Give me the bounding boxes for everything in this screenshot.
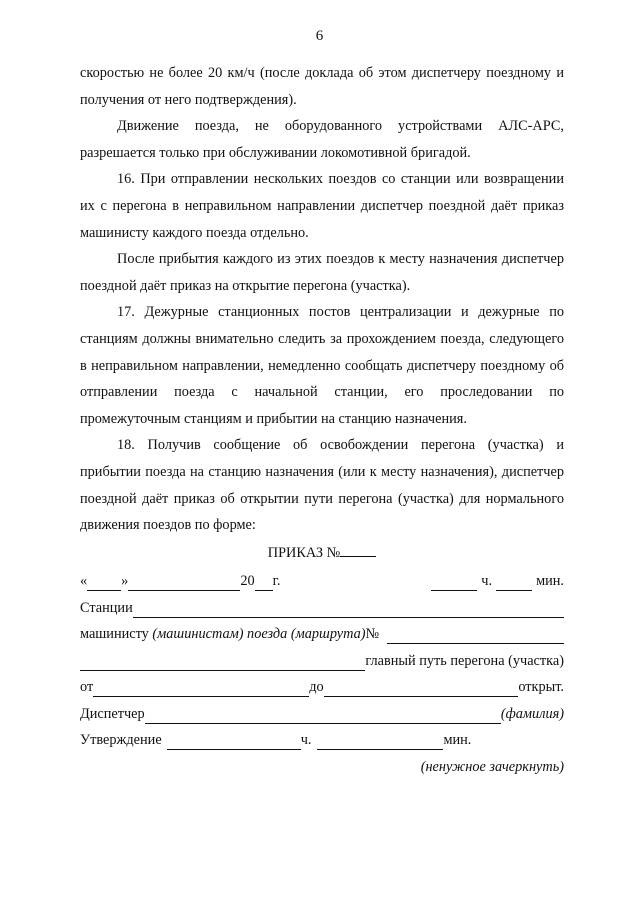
form-confirmation-row (80, 724, 564, 751)
form-note-row (80, 750, 564, 777)
form-from-to-row (80, 671, 564, 698)
station-blank (133, 602, 564, 618)
from-label: от (80, 679, 94, 696)
confirmation-label: Утверждение (80, 732, 162, 749)
order-number-blank (340, 541, 376, 557)
paragraph-17: 17. Дежурные станционных постов централизации и дежурные по станциям должны внимательно следить за прохождением поезда, следующего в неправильном направлении, немедленно сообщать диспетчеру поездному об отправлении поезда с начальной станции, его проследовании по промежуточным станциям и прибытии на станцию назначения. (80, 304, 564, 427)
form-dispatcher-row (80, 697, 564, 724)
year-prefix: 20 (240, 573, 255, 590)
to-blank (324, 681, 519, 697)
form-driver-row (80, 618, 564, 645)
to-label: до (309, 679, 324, 696)
form-main-track-row (80, 644, 564, 671)
document-body (80, 60, 564, 777)
dispatcher-label: Диспетчер (80, 705, 145, 722)
hours-blank (431, 575, 477, 591)
driver-number-label: № (365, 626, 380, 643)
minutes-label: мин. (536, 573, 564, 590)
track-blank (80, 655, 365, 671)
confirmation-hours-label: ч. (300, 732, 312, 749)
confirmation-minutes-label: мин. (443, 732, 472, 749)
main-track-label: главный путь перегона (участка) (365, 652, 564, 669)
page-number: 6 (315, 28, 324, 44)
confirmation-minutes-blank (317, 734, 443, 750)
month-blank (128, 575, 240, 591)
driver-label: машинисту (80, 626, 149, 643)
minutes-blank (496, 575, 532, 591)
day-blank (87, 575, 121, 591)
order-title-text: ПРИКАЗ № (267, 544, 341, 561)
confirmation-hours-blank (167, 734, 301, 750)
paragraph-18: 18. Получив сообщение об освобождении перегона (участка) и прибытии поезда на станцию назначения (или к месту назначения), диспетчер поездной даёт приказ об открытии пути перегона (участка) для нормального движения поездов по форме: (80, 437, 564, 534)
date-close-quote: » (121, 573, 129, 590)
driver-italic-label: (машинистам) поезда (маршрута) (152, 626, 366, 643)
opened-label: открыт. (518, 679, 564, 696)
surname-label: (фамилия) (500, 705, 564, 722)
paragraph-16: 16. При отправлении нескольких поездов со станции или возвращении их с перегона в неправильном направлении диспетчер поездной даёт приказ машинисту каждого поезда отдельно. (80, 171, 564, 241)
hours-label: ч. (481, 573, 493, 590)
form-station-row (80, 591, 564, 618)
station-label: Станции (80, 599, 133, 616)
note-text: (ненужное зачеркнуть) (420, 758, 564, 775)
form-date-row (80, 565, 564, 592)
paragraph-als-ars: Движение поезда, не оборудованного устройствами АЛС-АРС, разрешается только при обслуживании локомотивной бригадой. (80, 118, 564, 161)
date-open-quote: « (80, 573, 88, 590)
paragraph-arrival: После прибытия каждого из этих поездов к месту назначения диспетчер поездной даёт приказ на открытие перегона (участка). (80, 251, 564, 294)
year-suffix: г. (272, 573, 281, 590)
order-title (80, 541, 564, 565)
year-blank (255, 575, 273, 591)
dispatcher-blank (145, 708, 501, 724)
paragraph-speed: скоростью не более 20 км/ч (после доклада об этом диспетчеру поездному и получения от него подтверждения). (80, 65, 564, 108)
train-number-blank (387, 628, 564, 644)
from-blank (93, 681, 309, 697)
